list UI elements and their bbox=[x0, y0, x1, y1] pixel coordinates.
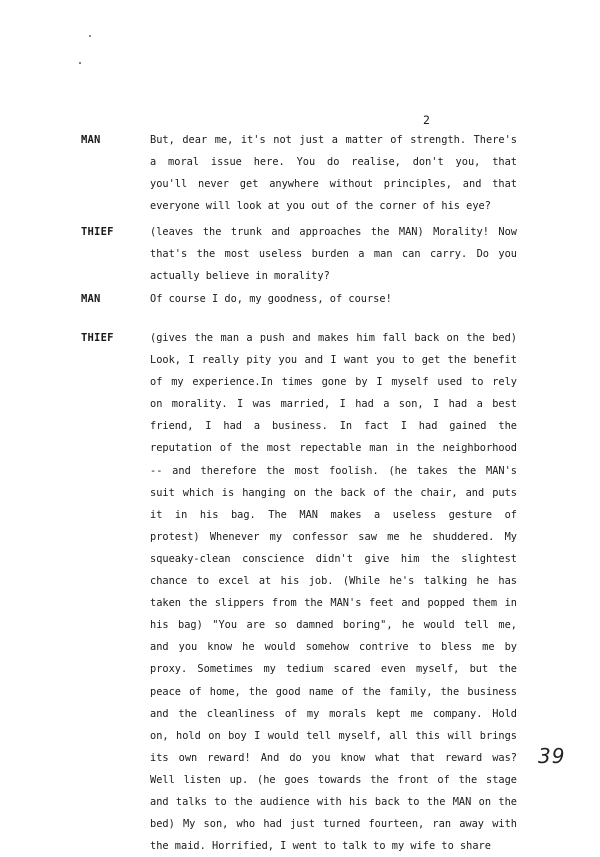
dialogue-line: Of course I do, my goodness, of course! bbox=[150, 293, 392, 305]
dialogue-line: suit which is hanging on the back of the chair, and puts bbox=[150, 486, 517, 499]
dialogue-line: Look, I really pity you and I want you to get the benefit bbox=[150, 354, 517, 367]
dialogue-text bbox=[150, 288, 517, 310]
dialogue-line: a moral issue here. You do realise, don't you, that bbox=[150, 156, 517, 169]
dialogue-line: of my experience.In times gone by I myself used to rely bbox=[150, 376, 517, 389]
dialogue-text bbox=[150, 327, 517, 857]
dialogue-line: squeaky-clean conscience didn't give him the slightest bbox=[150, 552, 517, 565]
dialogue-line: But, dear me, it's not just a matter of strength. There's bbox=[150, 134, 517, 146]
dialogue-line: taken the slippers from the MAN's feet and popped them in bbox=[150, 597, 517, 610]
dialogue-line: and the cleanliness of my morals kept me company. Hold bbox=[150, 707, 517, 720]
dialogue-line: and you know he would somehow contrive to bless me by bbox=[150, 641, 517, 654]
speaker-label: THIEF bbox=[81, 332, 114, 344]
dialogue-line: (leaves the trunk and approaches the MAN) Morality! Now bbox=[150, 226, 517, 238]
dialogue-line: bed) My son, who had just turned fourteen, ran away with bbox=[150, 818, 517, 831]
dialogue-line: proxy. Sometimes my tedium scared even myself, but the bbox=[150, 663, 517, 676]
speaker-label: MAN bbox=[81, 293, 101, 305]
dialogue-line: it in his bag. The MAN makes a useless gesture of bbox=[150, 508, 517, 521]
dialogue-line: his bag) "You are so damned boring", he would tell me, bbox=[150, 619, 517, 632]
dialogue-line: actually believe in morality? bbox=[150, 270, 330, 283]
dialogue-line: that's the most useless burden a man can carry. Do you bbox=[150, 248, 517, 261]
dialogue-line: chance to excel at his job. (While he's talking he has bbox=[150, 575, 517, 588]
dialogue-line: -- and therefore the most foolish. (he takes the MAN's bbox=[150, 464, 517, 477]
dialogue-line: peace of home, the good name of the family, the business bbox=[150, 685, 517, 698]
scan-speck bbox=[89, 35, 91, 37]
dialogue-line: the maid. Horrified, I went to talk to my wife to share bbox=[150, 840, 491, 853]
dialogue-line: and talks to the audience with his back to the MAN on the bbox=[150, 795, 517, 808]
page-number: 2 bbox=[423, 113, 430, 127]
dialogue-line: protest) Whenever my confessor saw me he shuddered. My bbox=[150, 530, 517, 543]
dialogue-text bbox=[150, 221, 517, 287]
dialogue-line: its own reward! And do you know what that reward was? bbox=[150, 751, 517, 764]
dialogue-line: everyone will look at you out of the corner of his eye? bbox=[150, 200, 491, 213]
handwritten-page-number: 39 bbox=[538, 744, 566, 768]
speaker-label: THIEF bbox=[81, 226, 114, 238]
dialogue-text bbox=[150, 129, 517, 217]
speaker-label: MAN bbox=[81, 134, 101, 146]
dialogue-line: on, hold on boy I would tell myself, all this will brings bbox=[150, 729, 517, 742]
dialogue-line: reputation of the most repectable man in the neighborhood bbox=[150, 442, 517, 455]
dialogue-line: (gives the man a push and makes him fall back on the bed) bbox=[150, 332, 517, 344]
dialogue-line: you'll never get anywhere without principles, and that bbox=[150, 178, 517, 191]
dialogue-line: on morality. I was married, I had a son, I had a best bbox=[150, 398, 517, 411]
dialogue-line: Well listen up. (he goes towards the front of the stage bbox=[150, 773, 517, 786]
dialogue-line: friend, I had a business. In fact I had gained the bbox=[150, 420, 517, 433]
scan-speck bbox=[79, 62, 81, 64]
